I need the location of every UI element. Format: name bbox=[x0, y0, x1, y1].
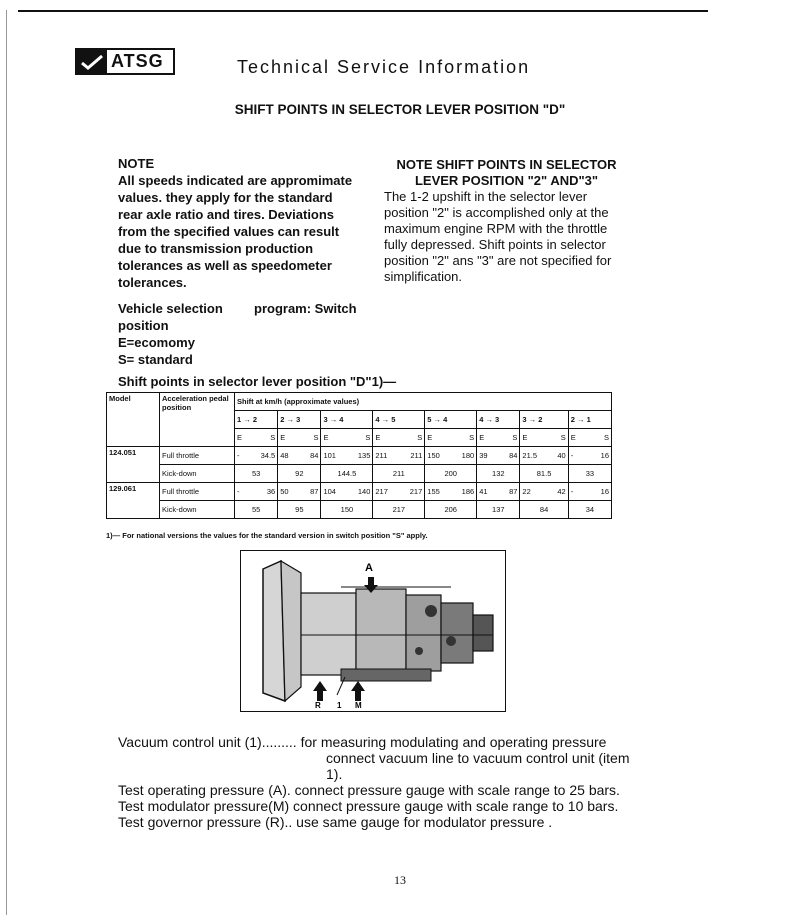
model-cell: 124.051 bbox=[107, 447, 160, 483]
value-cell: 50 87 bbox=[278, 483, 321, 501]
gear-header: 4 → 5 bbox=[373, 411, 425, 429]
vehicle-standard: S= standard bbox=[118, 352, 193, 367]
note-right-line: The 1-2 upshift in the selector lever bbox=[384, 189, 588, 204]
vehicle-selection bbox=[118, 300, 418, 368]
value-cell: 200 bbox=[425, 465, 477, 483]
accel-cell: Full throttle bbox=[160, 483, 235, 501]
es-header: E S bbox=[278, 429, 321, 447]
value-cell: 104 140 bbox=[321, 483, 373, 501]
value-cell: 150 180 bbox=[425, 447, 477, 465]
value-cell: - 16 bbox=[568, 447, 611, 465]
vehicle-label: Vehicle selection bbox=[118, 301, 223, 316]
note-left-title: NOTE bbox=[118, 156, 155, 171]
value-cell: 84 bbox=[520, 501, 568, 519]
text-line: Vacuum control unit (1)......... for measuring modulating and operating pressure bbox=[118, 734, 607, 750]
value-cell: 132 bbox=[477, 465, 520, 483]
value-cell: 101 135 bbox=[321, 447, 373, 465]
transmission-figure bbox=[240, 550, 506, 712]
table-row bbox=[107, 501, 612, 519]
col-model: Model bbox=[107, 393, 160, 447]
model-cell: 129.061 bbox=[107, 483, 160, 519]
col-shift: Shift at km/h (approximate values) bbox=[235, 393, 612, 411]
value-cell: 81.5 bbox=[520, 465, 568, 483]
gear-header: 2 → 1 bbox=[568, 411, 611, 429]
left-edge bbox=[6, 10, 7, 915]
es-header: E S bbox=[520, 429, 568, 447]
accel-cell: Kick-down bbox=[160, 501, 235, 519]
gear-header: 3 → 2 bbox=[520, 411, 568, 429]
gear-header: 4 → 3 bbox=[477, 411, 520, 429]
note-right-line: position "2" ans "3" are not specified for bbox=[384, 253, 612, 268]
gear-header: 3 → 4 bbox=[321, 411, 373, 429]
es-header: E S bbox=[568, 429, 611, 447]
value-cell: - 36 bbox=[235, 483, 278, 501]
gear-header: 5 → 4 bbox=[425, 411, 477, 429]
value-cell: 217 bbox=[373, 501, 425, 519]
page-heading: SHIFT POINTS IN SELECTOR LEVER POSITION "D" bbox=[234, 102, 566, 117]
note-left-line: due to transmission production bbox=[118, 241, 314, 256]
value-cell: 211 bbox=[373, 465, 425, 483]
note-left-line: from the specified values can result bbox=[118, 224, 340, 239]
note-left-line: values. they apply for the standard bbox=[118, 190, 333, 205]
shift-points-table bbox=[106, 392, 612, 519]
value-cell: 150 bbox=[321, 501, 373, 519]
note-left-line: tolerances as well as speedometer bbox=[118, 258, 332, 273]
value-cell: 33 bbox=[568, 465, 611, 483]
value-cell: 137 bbox=[477, 501, 520, 519]
accel-cell: Full throttle bbox=[160, 447, 235, 465]
text-block bbox=[118, 734, 638, 830]
model-body bbox=[107, 447, 612, 519]
label-1: 1 bbox=[337, 701, 342, 710]
note-right-line: simplification. bbox=[384, 269, 463, 284]
label-m: M bbox=[355, 701, 362, 710]
note-right-line: fully depressed. Shift points in selector bbox=[384, 237, 606, 252]
vehicle-economy: E=ecomomy bbox=[118, 335, 195, 350]
text-line: Test governor pressure (R).. use same gauge for modulator pressure . bbox=[118, 814, 553, 830]
value-cell: - 16 bbox=[568, 483, 611, 501]
es-header: E S bbox=[477, 429, 520, 447]
value-cell: 48 84 bbox=[278, 447, 321, 465]
note-left-line: tolerances. bbox=[118, 275, 187, 290]
es-header: E S bbox=[235, 429, 278, 447]
value-cell: 41 87 bbox=[477, 483, 520, 501]
table-row bbox=[107, 483, 612, 501]
value-cell: 55 bbox=[235, 501, 278, 519]
note-right-title-1: NOTE SHIFT POINTS IN SELECTOR bbox=[396, 157, 617, 172]
text-line: Test modulator pressure(M) connect pressure gauge with scale range to 10 bars. bbox=[118, 798, 619, 814]
text-line: connect vacuum line to vacuum control unit (item 1). bbox=[326, 750, 630, 782]
es-header: E S bbox=[425, 429, 477, 447]
value-cell: 21.5 40 bbox=[520, 447, 568, 465]
es-header: E S bbox=[373, 429, 425, 447]
text-line: Test operating pressure (A). connect pressure gauge with scale range to 25 bars. bbox=[118, 782, 620, 798]
value-cell: 211 211 bbox=[373, 447, 425, 465]
note-left-line: All speeds indicated are appromimate bbox=[118, 173, 353, 188]
table-footnote: 1)— For national versions the values for the standard version in switch position "S" apply. bbox=[106, 531, 428, 540]
es-header: E S bbox=[321, 429, 373, 447]
vehicle-position: position bbox=[118, 318, 169, 333]
value-cell: 217 217 bbox=[373, 483, 425, 501]
checkmark-icon bbox=[77, 50, 107, 73]
note-right-line: maximum engine RPM with the throttle bbox=[384, 221, 608, 236]
accel-cell: Kick-down bbox=[160, 465, 235, 483]
top-rule bbox=[18, 10, 708, 12]
table-row bbox=[107, 447, 612, 465]
vehicle-program: program: Switch bbox=[254, 301, 357, 316]
value-cell: 22 42 bbox=[520, 483, 568, 501]
gear-header: 1 → 2 bbox=[235, 411, 278, 429]
note-left-line: rear axle ratio and tires. Deviations bbox=[118, 207, 335, 222]
value-cell: 95 bbox=[278, 501, 321, 519]
page-number: 13 bbox=[394, 873, 406, 887]
value-cell: 206 bbox=[425, 501, 477, 519]
gear-header: 2 → 3 bbox=[278, 411, 321, 429]
col-accel: Acceleration pedal position bbox=[160, 393, 235, 447]
table-title: Shift points in selector lever position "D"1)— bbox=[118, 374, 397, 389]
header-title: Technical Service Information bbox=[237, 57, 531, 77]
value-cell: - 34.5 bbox=[235, 447, 278, 465]
value-cell: 155 186 bbox=[425, 483, 477, 501]
value-cell: 39 84 bbox=[477, 447, 520, 465]
value-cell: 92 bbox=[278, 465, 321, 483]
atsg-logo bbox=[75, 48, 175, 75]
table-row bbox=[107, 465, 612, 483]
value-cell: 144.5 bbox=[321, 465, 373, 483]
label-a: A bbox=[365, 562, 373, 574]
label-r: R bbox=[315, 701, 321, 710]
transmission-drawing bbox=[241, 551, 505, 711]
note-right-title-2: LEVER POSITION "2" AND"3" bbox=[414, 173, 599, 188]
logo-text: ATSG bbox=[111, 51, 164, 71]
value-cell: 34 bbox=[568, 501, 611, 519]
note-right bbox=[384, 157, 629, 285]
note-right-line: position "2" is accomplished only at the bbox=[384, 205, 609, 220]
value-cell: 53 bbox=[235, 465, 278, 483]
note-left bbox=[118, 155, 378, 291]
